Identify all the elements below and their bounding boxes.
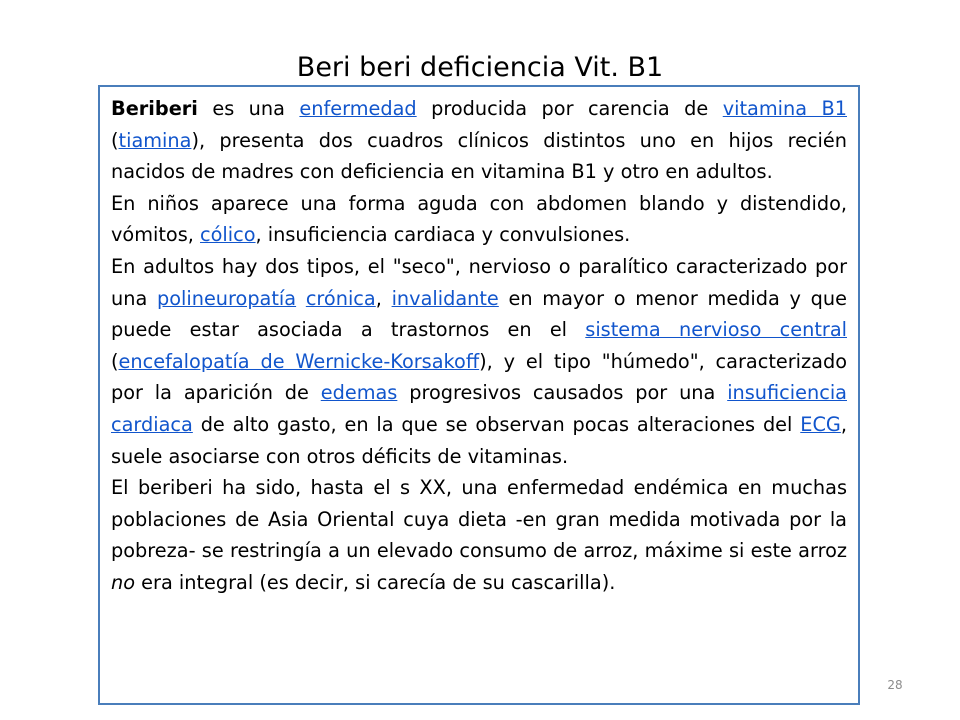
text-run: ), presenta dos cuadros clínicos distintos uno en hijos recién nacidos de madres con deficiencia en vitamina B1 y otro en adultos. (111, 128, 847, 184)
text-run: de alto gasto, en la que se observan pocas alteraciones del (192, 412, 801, 436)
text-run: , suele asociarse con otros déficits de vitaminas. (111, 412, 847, 468)
link-ecg[interactable]: ECG (800, 412, 841, 436)
paragraph-adults (111, 251, 847, 472)
link-vitamina-b1[interactable]: vitamina B1 (722, 97, 847, 120)
link-sistema-nervioso-central[interactable]: sistema nervioso central (585, 318, 847, 342)
text-run: , (375, 286, 392, 310)
text-run: El beriberi ha sido, hasta el s XX, una enfermedad endémica en muchas poblaciones de Asia Oriental cuya dieta -en gran medida motivada por la pobreza- se restringía a un elevado consumo de arroz, máxime si este arroz (111, 476, 847, 563)
text-run: ( (111, 128, 119, 152)
paragraph-children (111, 188, 847, 251)
emphasis-no: no (111, 570, 136, 594)
text-run: , insuficiencia cardiaca y convulsiones. (255, 223, 631, 247)
text-run: era integral (es decir, si carecía de su cascarilla). (135, 570, 616, 594)
link-edemas[interactable]: edemas (320, 381, 398, 405)
content-box (98, 85, 860, 705)
text-run: ( (111, 349, 119, 373)
link-insuficiencia-cardiaca[interactable]: insuficiencia cardiaca (111, 381, 847, 436)
link-tiamina[interactable]: tiamina (118, 128, 192, 152)
text-run: En niños aparece una forma aguda con abdomen blando y distendido, vómitos, (111, 191, 847, 247)
text-run: en mayor o menor medida y que puede estar asociada a trastornos en el (111, 286, 847, 342)
link-encefalopatia-wernicke-korsakoff[interactable]: encefalopatía de Wernicke-Korsakoff (118, 349, 480, 373)
text-run: progresivos causados por una (397, 381, 728, 405)
term-bold: Beriberi (111, 97, 198, 120)
link-colico[interactable]: cólico (200, 223, 256, 247)
text-run: producida por carencia de (416, 97, 723, 120)
slide-title: Beri beri deficiencia Vit. B1 (296, 52, 664, 83)
link-polineuropatia[interactable]: polineuropatía (156, 286, 297, 310)
text-run: En adultos hay dos tipos, el "seco", nervioso o paralítico caracterizado por una (111, 254, 847, 310)
link-invalidante[interactable]: invalidante (391, 286, 499, 310)
text-run: ), y el tipo "húmedo", caracterizado por la aparición de (111, 349, 847, 405)
link-cronica[interactable]: crónica (305, 286, 376, 310)
paragraph-definition (111, 93, 847, 188)
paragraph-history (111, 472, 847, 598)
text-run (296, 287, 306, 310)
page-number: 28 (887, 678, 903, 692)
text-run: es una (197, 97, 300, 120)
link-enfermedad[interactable]: enfermedad (299, 97, 417, 120)
